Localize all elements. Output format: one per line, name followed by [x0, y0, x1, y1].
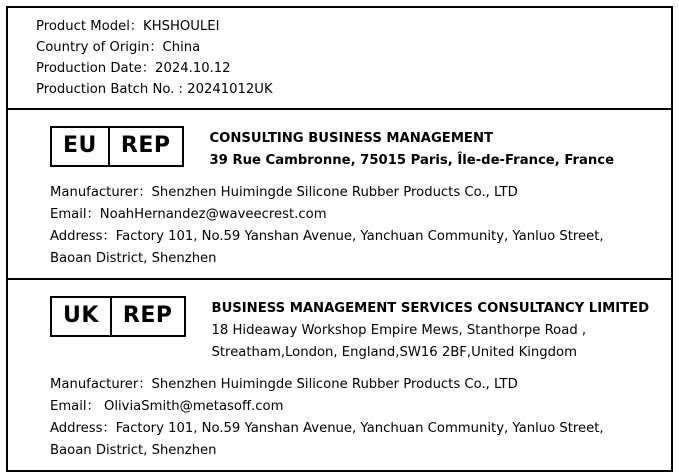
production-date-line: Production Date：2024.10.12: [36, 61, 231, 76]
uk-rep-badge-left: UK: [52, 298, 112, 335]
label-outer-box: [6, 6, 673, 472]
eu-manufacturer-line: Manufacturer：Shenzhen Huimingde Silicone Rubber Products Co., LTD: [50, 185, 518, 200]
uk-rep-badge-icon: [50, 296, 186, 337]
eu-rep-section: [8, 108, 671, 278]
production-batch-line: Production Batch No. : 20241012UK: [36, 82, 273, 97]
eu-address-line-1: Address：Factory 101, No.59 Yanshan Avenue, Yanchuan Community, Yanluo Street,: [50, 229, 604, 244]
uk-rep-company: BUSINESS MANAGEMENT SERVICES CONSULTANCY LIMITED: [211, 301, 650, 316]
uk-rep-address-line-2: Streatham,London, England,SW16 2BF,United Kingdom: [211, 345, 577, 360]
uk-rep-details: [186, 292, 650, 364]
eu-rep-details: [184, 122, 615, 172]
uk-rep-badge-right: REP: [122, 303, 173, 328]
uk-address-line-1: Address：Factory 101, No.59 Yanshan Avenue, Yanchuan Community, Yanluo Street,: [50, 421, 604, 436]
uk-address-line-2: Baoan District, Shenzhen: [50, 443, 217, 458]
uk-manufacturer-line: Manufacturer：Shenzhen Huimingde Silicone Rubber Products Co., LTD: [50, 377, 518, 392]
country-of-origin-line: Country of Origin：China: [36, 40, 201, 55]
uk-manufacturer-block: [36, 364, 657, 462]
eu-rep-badge-right: REP: [120, 133, 171, 158]
uk-rep-address-line-1: 18 Hideaway Workshop Empire Mews, Stanthorpe Road ,: [211, 323, 587, 338]
eu-rep-address: 39 Rue Cambronne, 75015 Paris, Île-de-France, France: [209, 153, 615, 168]
uk-email-line: Email： OliviaSmith@metasoff.com: [50, 399, 284, 414]
eu-email-line: Email：NoahHernandez@waveecrest.com: [50, 207, 327, 222]
eu-rep-company: CONSULTING BUSINESS MANAGEMENT: [209, 131, 493, 146]
eu-rep-badge-icon: [50, 126, 184, 167]
product-model-line: Product Model：KHSHOULEI: [36, 19, 220, 34]
eu-rep-header: [36, 118, 657, 172]
eu-address-line-2: Baoan District, Shenzhen: [50, 251, 217, 266]
eu-manufacturer-block: [36, 172, 657, 270]
product-info-section: [8, 8, 671, 108]
uk-rep-header: [36, 288, 657, 364]
eu-rep-badge-left: EU: [52, 128, 110, 165]
uk-rep-section: [8, 278, 671, 470]
